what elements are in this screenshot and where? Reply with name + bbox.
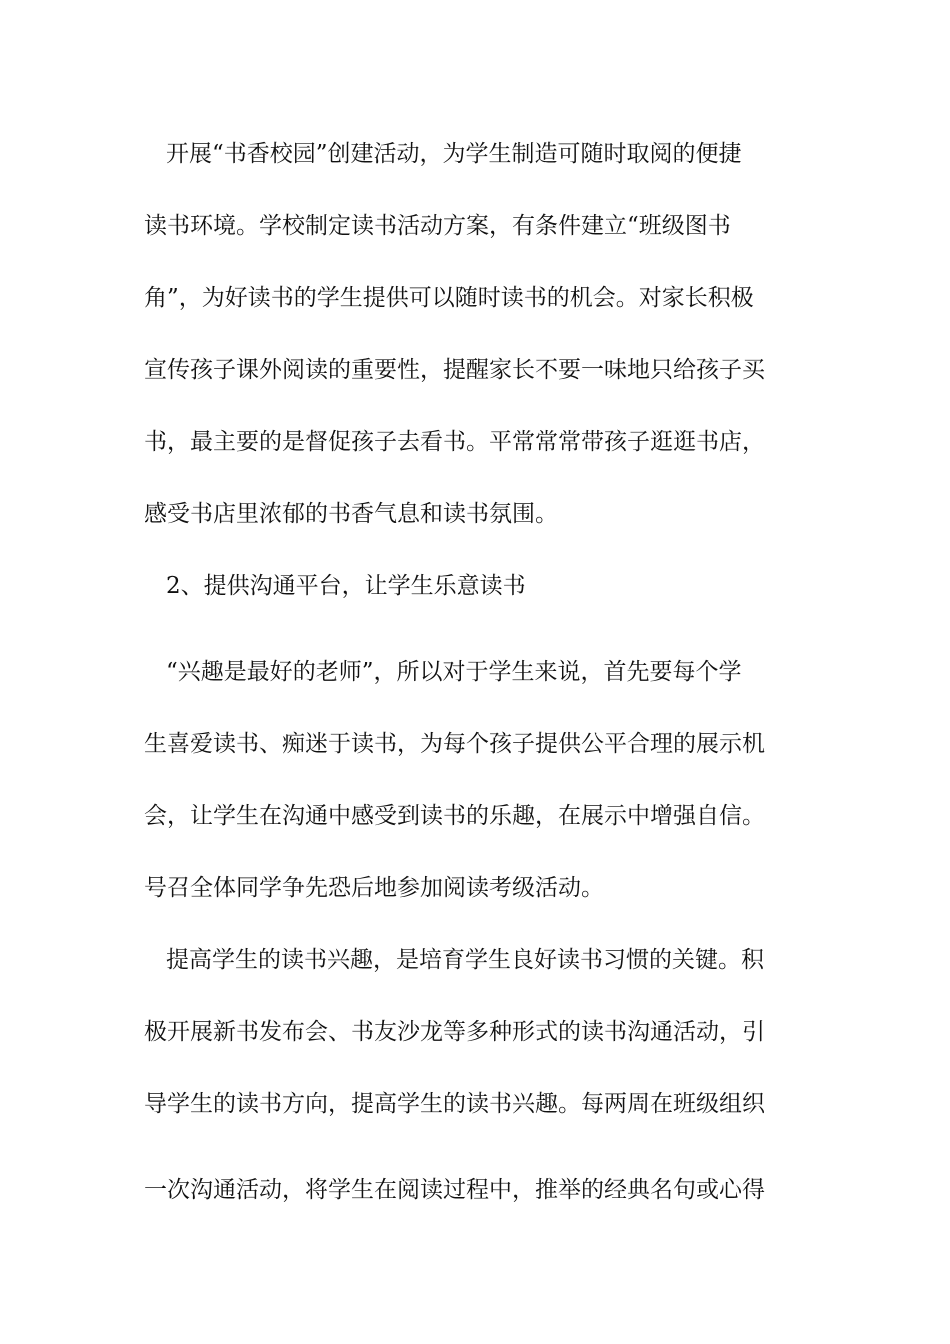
- text-line: 宣传孩子课外阅读的重要性，提醒家长不要一味地只给孩子买: [144, 357, 765, 383]
- text-line: 导学生的读书方向，提高学生的读书兴趣。每两周在班级组织: [144, 1091, 765, 1117]
- text-line: 书，最主要的是督促孩子去看书。平常常常带孩子逛逛书店，: [144, 429, 765, 455]
- text-line: 开展“书香校园”创建活动，为学生制造可随时取阅的便捷: [166, 141, 742, 167]
- text-line: 提高学生的读书兴趣，是培育学生良好读书习惯的关键。积: [166, 947, 764, 973]
- text-line: 极开展新书发布会、书友沙龙等多种形式的读书沟通活动，引: [144, 1019, 765, 1045]
- text-line: 生喜爱读书、痴迷于读书，为每个孩子提供公平合理的展示机: [144, 731, 765, 757]
- section-heading: 2、提供沟通平台，让学生乐意读书: [166, 573, 526, 599]
- text-line: 会，让学生在沟通中感受到读书的乐趣，在展示中增强自信。: [144, 803, 765, 829]
- text-line: 一次沟通活动，将学生在阅读过程中，推举的经典名句或心得: [144, 1177, 765, 1203]
- text-line: 号召全体同学争先恐后地参加阅读考级活动。: [144, 875, 604, 901]
- text-line: 角”，为好读书的学生提供可以随时读书的机会。对家长积极: [144, 285, 754, 311]
- text-line: 读书环境。学校制定读书活动方案，有条件建立“班级图书: [144, 213, 731, 239]
- text-line: 感受书店里浓郁的书香气息和读书氛围。: [144, 501, 558, 527]
- text-line: “兴趣是最好的老师”，所以对于学生来说，首先要每个学: [166, 659, 742, 685]
